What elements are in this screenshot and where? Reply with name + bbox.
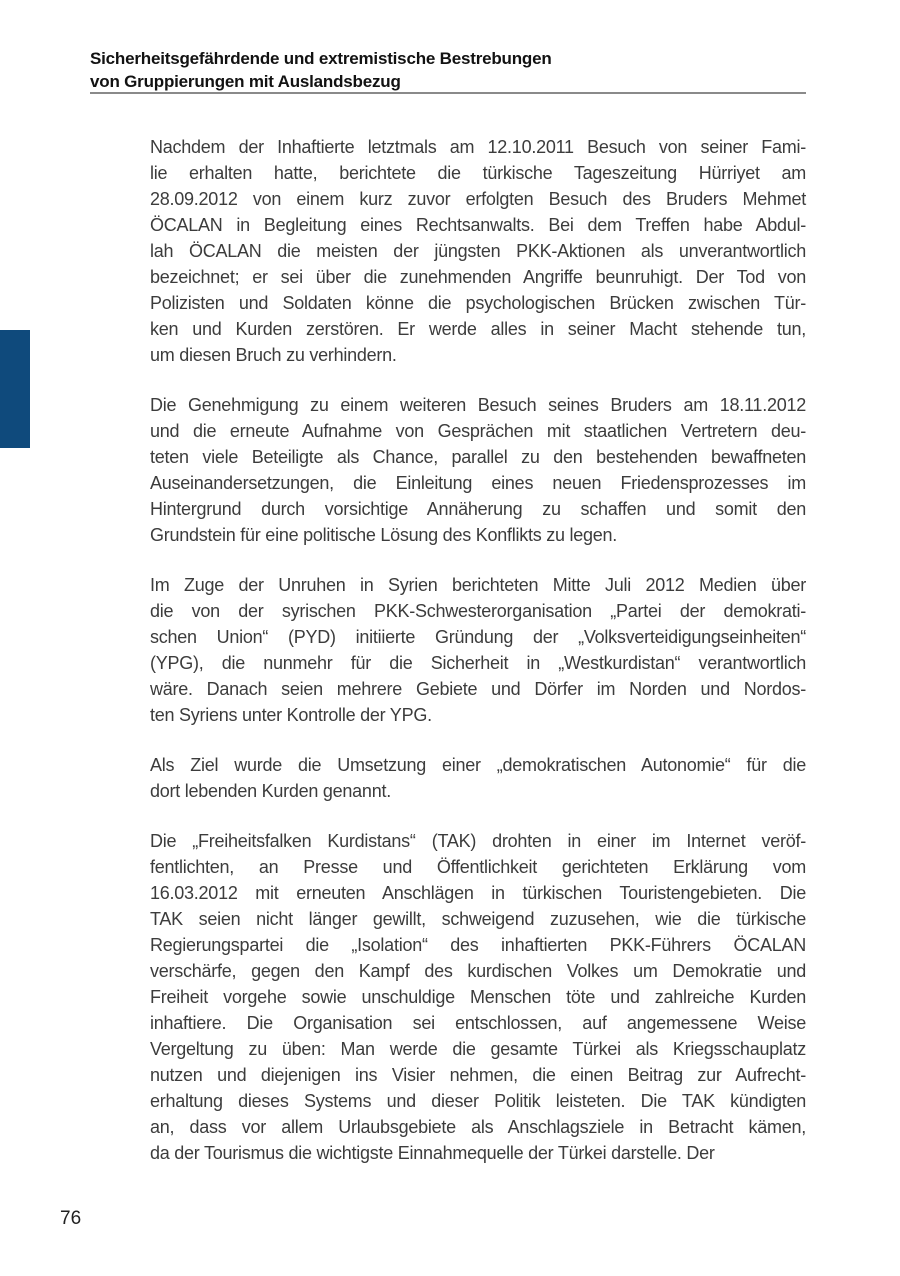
text-line: Vergeltung zu üben: Man werde die gesamte Türkei als Kriegsschauplatz	[150, 1039, 806, 1059]
page-number: 76	[60, 1208, 82, 1229]
body-text	[150, 134, 806, 1190]
paragraph	[150, 134, 806, 368]
text-line: dort lebenden Kurden genannt.	[150, 781, 391, 801]
text-line: wäre. Danach seien mehrere Gebiete und Dörfer im Norden und Nordos-	[150, 679, 806, 699]
text-line: erhaltung dieses Systems und dieser Politik leisteten. Die TAK kündigten	[150, 1091, 806, 1111]
text-line: Freiheit vorgehe sowie unschuldige Menschen töte und zahlreiche Kurden	[150, 987, 806, 1007]
text-line: und die erneute Aufnahme von Gesprächen mit staatlichen Vertretern deu-	[150, 421, 806, 441]
header-rule	[90, 92, 806, 94]
text-line: (YPG), die nunmehr für die Sicherheit in „Westkurdistan“ verantwortlich	[150, 653, 806, 673]
text-line: Polizisten und Soldaten könne die psychologischen Brücken zwischen Tür-	[150, 293, 806, 313]
paragraph	[150, 752, 806, 804]
text-line: ken und Kurden zerstören. Er werde alles in seiner Macht stehende tun,	[150, 319, 806, 339]
section-title-line1: Sicherheitsgefährdende und extremistische Bestrebungen	[90, 49, 552, 68]
text-line: Nachdem der Inhaftierte letztmals am 12.10.2011 Besuch von seiner Fami-	[150, 137, 806, 157]
section-title	[90, 47, 806, 93]
text-line: fentlichten, an Presse und Öffentlichkeit gerichteten Erklärung vom	[150, 857, 806, 877]
text-line: Die „Freiheitsfalken Kurdistans“ (TAK) drohten in einer im Internet veröf-	[150, 831, 806, 851]
text-line: um diesen Bruch zu verhindern.	[150, 345, 397, 365]
text-line: ÖCALAN in Begleitung eines Rechtsanwalts. Bei dem Treffen habe Abdul-	[150, 215, 806, 235]
text-line: da der Tourismus die wichtigste Einnahmequelle der Türkei darstelle. Der	[150, 1143, 715, 1163]
text-line: Im Zuge der Unruhen in Syrien berichteten Mitte Juli 2012 Medien über	[150, 575, 806, 595]
text-line: inhaftiere. Die Organisation sei entschlossen, auf angemessene Weise	[150, 1013, 806, 1033]
text-line: Regierungspartei die „Isolation“ des inhaftierten PKK-Führers ÖCALAN	[150, 935, 806, 955]
text-line: bezeichnet; er sei über die zunehmenden Angriffe beunruhigt. Der Tod von	[150, 267, 806, 287]
paragraph	[150, 572, 806, 728]
paragraph	[150, 392, 806, 548]
section-title-line2: von Gruppierungen mit Auslandsbezug	[90, 72, 401, 91]
text-line: an, dass vor allem Urlaubsgebiete als Anschlagsziele in Betracht kämen,	[150, 1117, 806, 1137]
text-line: 16.03.2012 mit erneuten Anschlägen in türkischen Touristengebieten. Die	[150, 883, 806, 903]
text-line: Hintergrund durch vorsichtige Annäherung zu schaffen und somit den	[150, 499, 806, 519]
text-line: TAK seien nicht länger gewillt, schweigend zuzusehen, wie die türkische	[150, 909, 806, 929]
text-line: Die Genehmigung zu einem weiteren Besuch seines Bruders am 18.11.2012	[150, 395, 806, 415]
text-line: nutzen und diejenigen ins Visier nehmen, die einen Beitrag zur Aufrecht-	[150, 1065, 806, 1085]
text-line: die von der syrischen PKK-Schwesterorganisation „Partei der demokrati-	[150, 601, 806, 621]
text-line: Auseinandersetzungen, die Einleitung eines neuen Friedensprozesses im	[150, 473, 806, 493]
text-line: lie erhalten hatte, berichtete die türkische Tageszeitung Hürriyet am	[150, 163, 806, 183]
section-margin-marker	[0, 330, 30, 448]
paragraph	[150, 828, 806, 1166]
text-line: verschärfe, gegen den Kampf des kurdischen Volkes um Demokratie und	[150, 961, 806, 981]
text-line: lah ÖCALAN die meisten der jüngsten PKK-Aktionen als unverantwortlich	[150, 241, 806, 261]
text-line: Grundstein für eine politische Lösung des Konflikts zu legen.	[150, 525, 618, 545]
text-line: teten viele Beteiligte als Chance, parallel zu den bestehenden bewaffneten	[150, 447, 806, 467]
text-line: 28.09.2012 von einem kurz zuvor erfolgten Besuch des Bruders Mehmet	[150, 189, 806, 209]
text-line: schen Union“ (PYD) initiierte Gründung der „Volksverteidigungseinheiten“	[150, 627, 806, 647]
text-line: ten Syriens unter Kontrolle der YPG.	[150, 705, 432, 725]
text-line: Als Ziel wurde die Umsetzung einer „demokratischen Autonomie“ für die	[150, 755, 806, 775]
